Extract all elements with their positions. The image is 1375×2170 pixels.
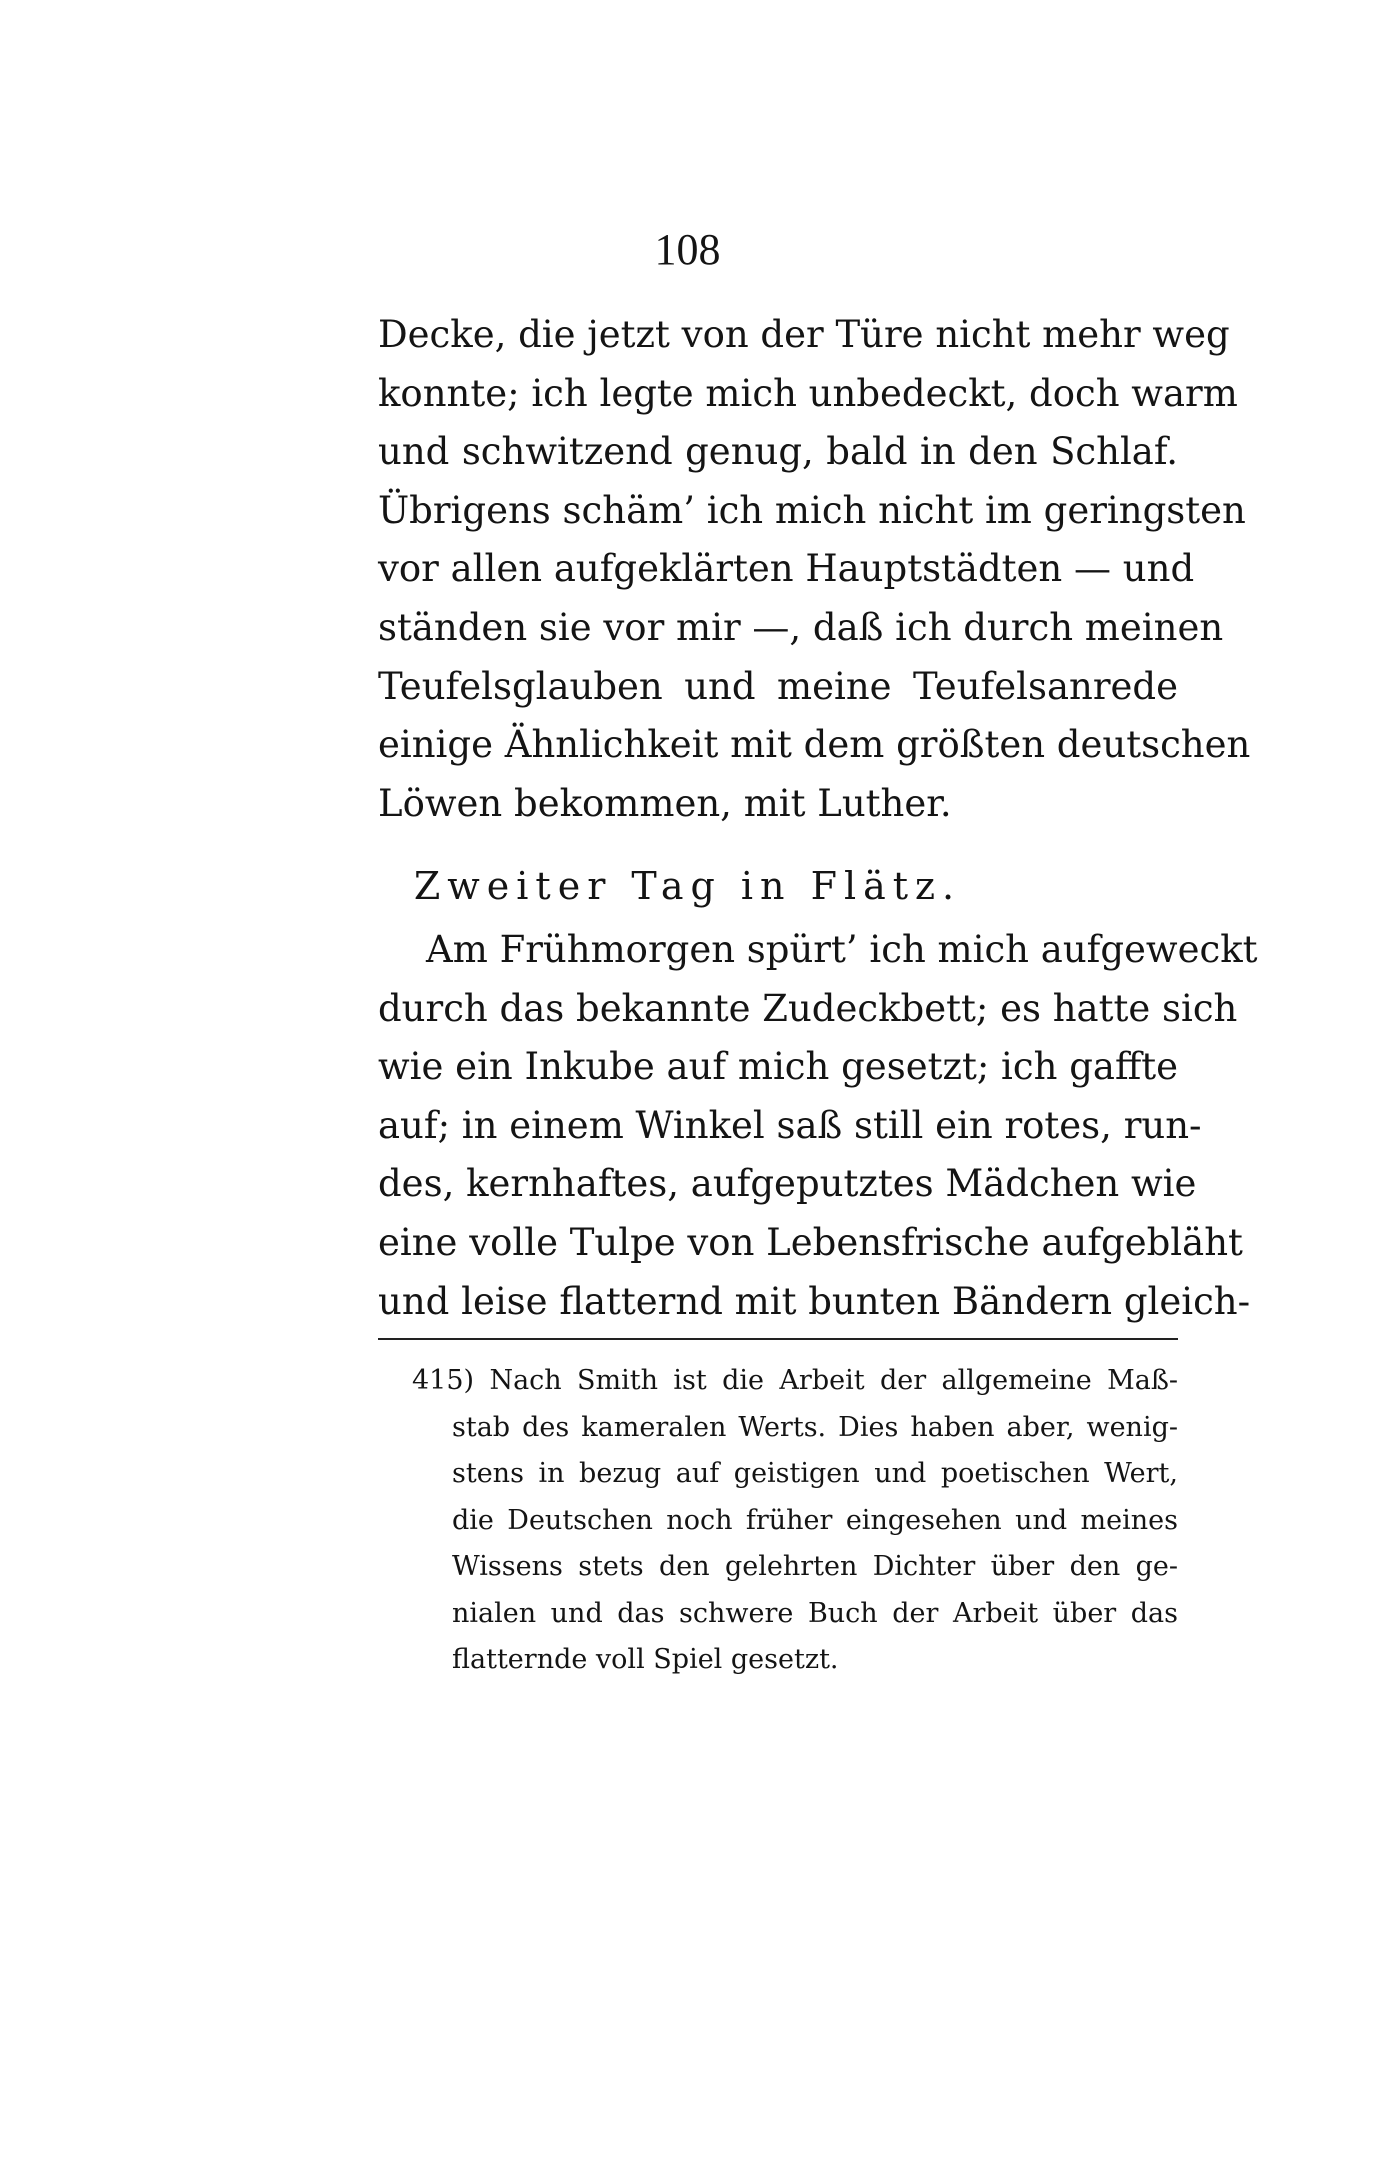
text-line: konnte; ich legte mich unbedeckt, doch warm <box>378 371 1238 415</box>
text-line: und leise flatternd mit bunten Bändern gleich- <box>378 1279 1251 1323</box>
text-line: vor allen aufgeklärten Hauptstädten — und <box>378 547 1195 591</box>
text-line: Löwen bekommen, mit Luther. <box>378 781 952 825</box>
section-heading: Zweiter Tag in Flätz. <box>413 864 962 908</box>
text-line: Am Frühmorgen spürt’ ich mich aufgeweckt <box>426 928 1258 971</box>
footnote-line: nialen und das schwere Buch der Arbeit über das <box>452 1597 1178 1629</box>
text-line: Teufelsglauben und meine Teufelsanrede <box>378 664 1178 708</box>
footnote-line: Wissens stets den gelehrten Dichter über den ge- <box>452 1551 1178 1582</box>
text-line: Übrigens schäm’ ich mich nicht im geringsten <box>378 488 1246 532</box>
text-line: eine volle Tulpe von Lebensfrische aufgebläht <box>378 1220 1243 1264</box>
text-line: ständen sie vor mir —, daß ich durch meinen <box>378 605 1224 649</box>
text-line: durch das bekannte Zudeckbett; es hatte sich <box>378 986 1238 1030</box>
text-line: einige Ähnlichkeit mit dem größten deutschen <box>378 723 1251 767</box>
paragraph-2 <box>378 921 1258 1331</box>
footnote-line: flatternde voll Spiel gesetzt. <box>452 1644 839 1675</box>
footnote-divider <box>378 1338 1178 1340</box>
text-line: des, kernhaftes, aufgeputztes Mädchen wie <box>378 1162 1197 1206</box>
text-line: auf; in einem Winkel saß still ein rotes, run- <box>378 1103 1202 1147</box>
footnote <box>378 1358 1178 1684</box>
text-line: Decke, die jetzt von der Türe nicht mehr weg <box>378 313 1230 356</box>
footnote-line: stab des kameralen Werts. Dies haben aber, wenig- <box>452 1411 1178 1443</box>
footnote-line: die Deutschen noch früher eingesehen und meines <box>452 1504 1178 1536</box>
paragraph-1 <box>378 306 1251 833</box>
page-number: 108 <box>654 225 721 274</box>
text-line: und schwitzend genug, bald in den Schlaf. <box>378 430 1178 474</box>
footnote-line: stens in bezug auf geistigen und poetischen Wert, <box>452 1458 1178 1489</box>
footnote-line: 415) Nach Smith ist die Arbeit der allgemeine Maß- <box>412 1365 1178 1396</box>
text-line: wie ein Inkube auf mich gesetzt; ich gaffte <box>378 1045 1178 1089</box>
